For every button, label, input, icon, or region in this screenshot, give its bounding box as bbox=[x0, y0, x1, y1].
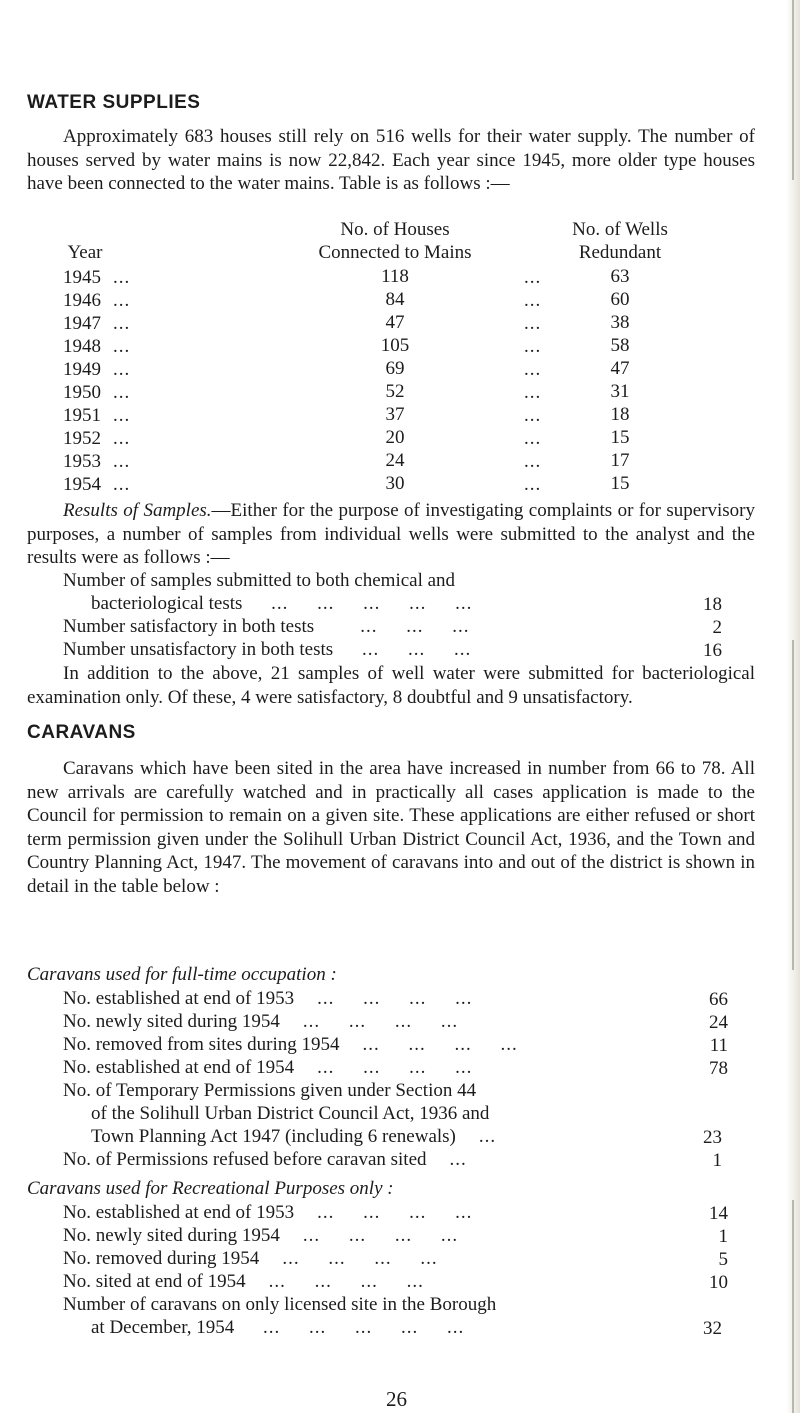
page-edge-line bbox=[792, 1200, 794, 1413]
list-item-leader: ... ... ... ... bbox=[245, 1271, 424, 1292]
table-row-year: 1946 bbox=[63, 290, 101, 311]
table-row-wells: 18 bbox=[610, 404, 630, 425]
unsatisfactory-label: Number unsatisfactory in both tests bbox=[63, 639, 334, 660]
samples-line-1: Number of samples submitted to both chemical and bbox=[63, 570, 456, 591]
table-row-leader: ... bbox=[524, 405, 542, 426]
results-paragraph bbox=[27, 499, 755, 570]
list-item-label: No. sited at end of 1954 bbox=[63, 1271, 246, 1292]
refused-value: 1 bbox=[712, 1150, 722, 1171]
list-item-value: 66 bbox=[682, 989, 728, 1011]
table-row-houses: 69 bbox=[385, 358, 405, 379]
list-item-leader: ... ... ... ... bbox=[294, 1202, 473, 1223]
water-supplies-heading: WATER SUPPLIES bbox=[27, 92, 201, 113]
list-item-value: 1 bbox=[682, 1226, 728, 1248]
results-label: Results of Samples. bbox=[63, 500, 212, 521]
list-item bbox=[63, 1033, 518, 1056]
list-item bbox=[63, 1010, 458, 1033]
temp-permissions-line-1: No. of Temporary Permissions given under Section 44 bbox=[63, 1080, 477, 1101]
caravans-intro-paragraph: Caravans which have been sited in the area have increased in number from 66 to 78. All new arrivals are carefully watched and in practically all cases application is made to the Council for permission to remain on a given site. These applications are either refused or short term permission given under the Solihull Urban District Council Act, 1936, and the Town and Country Planning Act, 1947. The movement of caravans into and out of the district is shown in detail in the table below : bbox=[27, 758, 755, 897]
table-row-wells: 47 bbox=[610, 358, 630, 379]
table-row-year: 1952 bbox=[63, 428, 101, 449]
table-row-year: 1948 bbox=[63, 336, 101, 357]
list-item-value: 11 bbox=[682, 1035, 728, 1057]
table-row-wells: 15 bbox=[610, 473, 630, 494]
table-row-leader: ... bbox=[524, 267, 542, 288]
table-row-leader: ... bbox=[113, 313, 131, 334]
table-row-houses: 52 bbox=[385, 381, 405, 402]
unsatisfactory-line: Number unsatisfactory in both tests ... ... ... bbox=[63, 639, 472, 660]
list-item-label: No. established at end of 1953 bbox=[63, 988, 295, 1009]
list-item-leader: ... ... ... ... bbox=[279, 1011, 459, 1032]
licensed-value: 32 bbox=[703, 1318, 722, 1339]
list-item-value: 14 bbox=[682, 1203, 728, 1225]
table-row-wells: 58 bbox=[610, 335, 630, 356]
unsatisfactory-value: 16 bbox=[703, 640, 722, 661]
list-item bbox=[63, 1201, 472, 1224]
col-year-header: Year bbox=[67, 242, 103, 263]
list-item bbox=[63, 987, 472, 1010]
page-edge-line bbox=[792, 0, 794, 180]
table-row-leader: ... bbox=[113, 267, 131, 288]
table-row-year: 1949 bbox=[63, 359, 101, 380]
satisfactory-value: 2 bbox=[712, 617, 722, 638]
table-row-wells: 60 bbox=[610, 289, 630, 310]
list-item-leader: ... ... ... ... bbox=[279, 1225, 459, 1246]
table-row-houses: 47 bbox=[385, 312, 405, 333]
table-row-houses: 24 bbox=[385, 450, 405, 471]
table-row-wells: 38 bbox=[610, 312, 630, 333]
samples-label: bacteriological tests bbox=[91, 593, 243, 614]
table-row-wells: 63 bbox=[610, 266, 630, 287]
table-row-leader: ... bbox=[524, 428, 542, 449]
satisfactory-label: Number satisfactory in both tests bbox=[63, 616, 315, 637]
satisfactory-line: Number satisfactory in both tests ... ... ... bbox=[63, 616, 470, 637]
table-row-leader: ... bbox=[113, 382, 131, 403]
table-row-wells: 17 bbox=[610, 450, 630, 471]
table-row-leader: ... bbox=[113, 451, 131, 472]
table-row-wells: 15 bbox=[610, 427, 630, 448]
table-row-leader: ... bbox=[113, 336, 131, 357]
list-item-value: 5 bbox=[682, 1249, 728, 1271]
list-item bbox=[63, 1056, 472, 1079]
table-row-year: 1954 bbox=[63, 474, 101, 495]
results-text: —Either for the purpose of investigating complaints or for supervisory purposes, a number of samples from individual wells were submitted to the analyst and the results were as follows :— bbox=[27, 500, 755, 568]
col-wells-header-1: No. of Wells bbox=[572, 219, 668, 240]
list-item-label: No. removed during 1954 bbox=[63, 1248, 260, 1269]
table-row-houses: 118 bbox=[381, 266, 409, 287]
table-row-year: 1951 bbox=[63, 405, 101, 426]
list-item bbox=[63, 1270, 424, 1293]
table-row-leader: ... bbox=[524, 382, 542, 403]
list-item-label: No. newly sited during 1954 bbox=[63, 1225, 280, 1246]
table-row-leader: ... bbox=[524, 313, 542, 334]
table-row-leader: ... bbox=[113, 359, 131, 380]
table-row-leader: ... bbox=[113, 428, 131, 449]
page-number: 26 bbox=[386, 1387, 407, 1411]
addition-paragraph: In addition to the above, 21 samples of well water were submitted for bacteriological examination only. Of these, 4 were satisfactory, 8 doubtful and 9 unsatisfactory. bbox=[27, 663, 755, 708]
table-row-houses: 37 bbox=[385, 404, 405, 425]
refused-label: No. of Permissions refused before caravan sited bbox=[63, 1149, 427, 1170]
temp-permissions-line-3: Town Planning Act 1947 (including 6 renewals) ... bbox=[91, 1126, 497, 1147]
temp-permissions-value: 23 bbox=[703, 1127, 722, 1148]
licensed-label: at December, 1954 bbox=[91, 1317, 235, 1338]
caravans-heading: CARAVANS bbox=[27, 722, 136, 743]
page-edge-line bbox=[792, 640, 794, 970]
full-time-heading: Caravans used for full-time occupation : bbox=[27, 964, 337, 985]
table-row-houses: 84 bbox=[385, 289, 405, 310]
licensed-line-1: Number of caravans on only licensed site in the Borough bbox=[63, 1294, 497, 1315]
refused-line: No. of Permissions refused before caravan sited ... bbox=[63, 1149, 467, 1170]
temp-permissions-label: Town Planning Act 1947 (including 6 renewals) bbox=[91, 1126, 456, 1147]
col-wells-header-2: Redundant bbox=[578, 242, 662, 263]
table-row-year: 1950 bbox=[63, 382, 101, 403]
table-row-leader: ... bbox=[524, 474, 542, 495]
list-item bbox=[63, 1247, 438, 1270]
list-item-value: 24 bbox=[682, 1012, 728, 1034]
list-item-value: 78 bbox=[682, 1058, 728, 1080]
list-item bbox=[63, 1224, 458, 1247]
table-row-houses: 105 bbox=[380, 335, 410, 356]
table-row-year: 1945 bbox=[63, 267, 101, 288]
table-row-leader: ... bbox=[524, 451, 542, 472]
samples-line-2: bacteriological tests ... ... ... ... ... bbox=[91, 593, 473, 614]
table-row-leader: ... bbox=[524, 290, 542, 311]
table-row-leader: ... bbox=[113, 474, 131, 495]
table-row-wells: 31 bbox=[610, 381, 630, 402]
list-item-label: No. newly sited during 1954 bbox=[63, 1011, 280, 1032]
list-item-leader: ... ... ... ... bbox=[259, 1248, 438, 1269]
water-intro-paragraph: Approximately 683 houses still rely on 516 wells for their water supply. The number of houses served by water mains is now 22,842. Each year since 1945, more older type houses have been connected to the water mains. Table is as follows :— bbox=[27, 126, 755, 194]
list-item-label: No. removed from sites during 1954 bbox=[63, 1034, 340, 1055]
table-row-leader: ... bbox=[113, 290, 131, 311]
list-item-leader: ... ... ... ... bbox=[294, 1057, 473, 1078]
table-row-year: 1947 bbox=[63, 313, 101, 334]
table-row-year: 1953 bbox=[63, 451, 101, 472]
licensed-line-2: at December, 1954 ... ... ... ... ... bbox=[91, 1317, 465, 1338]
temp-permissions-line-2: of the Solihull Urban District Council Act, 1936 and bbox=[91, 1103, 490, 1124]
col-houses-header-1: No. of Houses bbox=[340, 219, 450, 240]
list-item-leader: ... ... ... ... bbox=[294, 988, 473, 1009]
list-item-label: No. established at end of 1953 bbox=[63, 1202, 295, 1223]
list-item-label: No. established at end of 1954 bbox=[63, 1057, 295, 1078]
table-row-leader: ... bbox=[524, 336, 542, 357]
list-item-leader: ... ... ... ... bbox=[339, 1034, 518, 1055]
samples-value: 18 bbox=[703, 594, 722, 615]
col-houses-header-2: Connected to Mains bbox=[318, 242, 472, 263]
list-item-value: 10 bbox=[682, 1272, 728, 1294]
recreational-heading: Caravans used for Recreational Purposes only : bbox=[27, 1178, 394, 1199]
table-row-leader: ... bbox=[113, 405, 131, 426]
table-row-leader: ... bbox=[524, 359, 542, 380]
table-row-houses: 20 bbox=[385, 427, 405, 448]
table-row-houses: 30 bbox=[385, 473, 405, 494]
